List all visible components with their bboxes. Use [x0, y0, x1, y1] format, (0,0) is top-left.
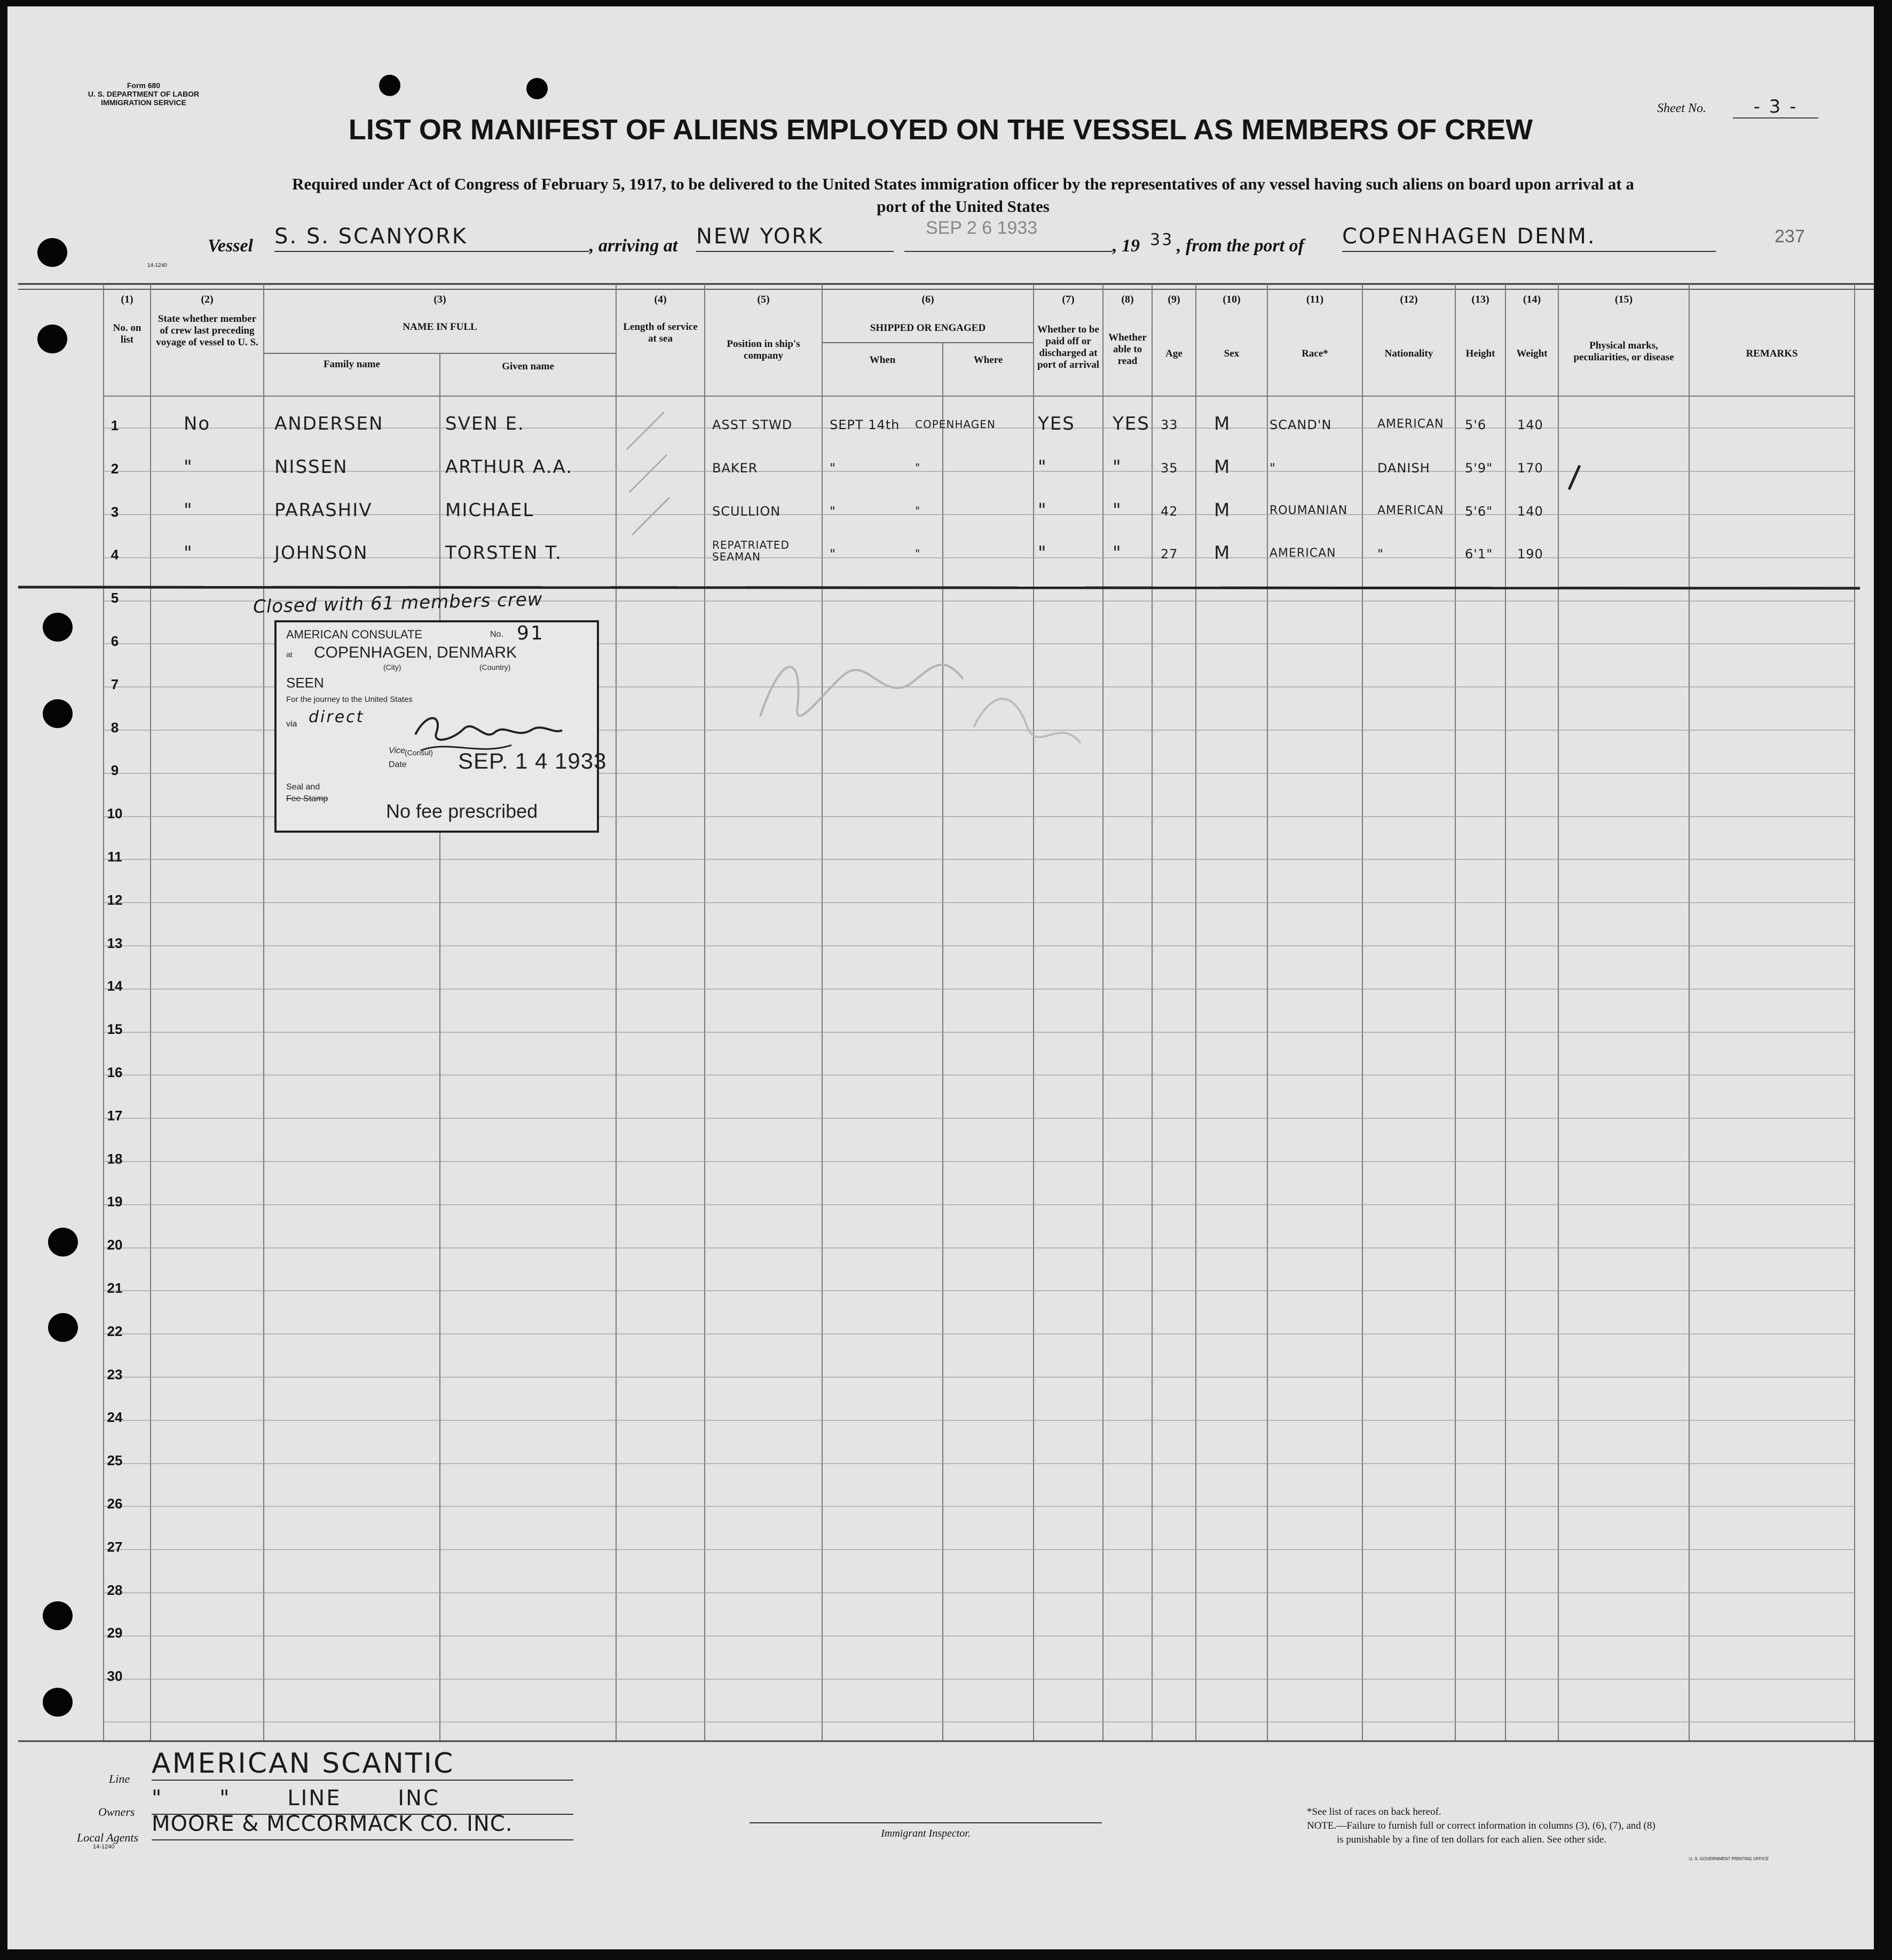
row-number: 10 — [107, 805, 123, 821]
cell-when: " — [830, 461, 837, 476]
cell-position: ASST STWD — [712, 417, 793, 432]
cell-race: AMERICAN — [1270, 547, 1336, 560]
row-number: 27 — [107, 1539, 123, 1555]
column-header: When — [869, 354, 896, 366]
footer-owners: " " LINE INC — [152, 1786, 573, 1815]
cell-position: SCULLION — [712, 504, 781, 519]
cell-weight: 190 — [1517, 547, 1543, 562]
punch-hole — [48, 1313, 78, 1342]
column-header: Physical marks, peculiarities, or disease — [1573, 340, 1674, 363]
stamp-journey: For the journey to the United States — [286, 695, 413, 704]
row-number: 25 — [107, 1452, 123, 1468]
cell-age: 27 — [1161, 547, 1178, 562]
closing-note: Closed with 61 members crew — [253, 588, 543, 618]
subtitle-line-2: port of the United States — [877, 197, 1050, 216]
cell-nationality: AMERICAN — [1377, 417, 1444, 431]
form-number: Form 680 — [127, 81, 161, 90]
punch-hole — [37, 325, 67, 353]
footer-agents-label: Local Agents — [77, 1831, 139, 1844]
stamp-at-label: at — [286, 650, 293, 659]
service-length-slash — [632, 497, 669, 535]
row-number: 19 — [107, 1194, 123, 1210]
inspector-signature-line — [750, 1822, 1102, 1823]
page-title: LIST OR MANIFEST OF ALIENS EMPLOYED ON THE VESSEL AS MEMBERS OF CREW — [348, 114, 1533, 146]
footer-note-1: *See list of races on back hereof. — [1307, 1806, 1441, 1817]
footer-line-label: Line — [109, 1772, 130, 1785]
vessel-name: S. S. SCANYORK — [274, 224, 589, 252]
stamp-fee: No fee prescribed — [386, 800, 538, 822]
cell-given: TORSTEN T. — [445, 542, 562, 564]
cell-read: " — [1113, 456, 1122, 478]
column-number: (14) — [1523, 294, 1541, 305]
inspector-label: Immigrant Inspector. — [881, 1828, 971, 1839]
column-header: Family name — [323, 359, 381, 370]
row-number: 8 — [111, 720, 119, 736]
cell-paid-off: " — [1038, 542, 1047, 564]
printer-imprint: U. S. GOVERNMENT PRINTING OFFICE — [1689, 1856, 1769, 1861]
cell-where: " — [915, 547, 921, 560]
column-header: No. on list — [113, 322, 141, 345]
cell-given: SVEN E. — [445, 413, 525, 434]
stamp-fee-label: Fee Stamp — [286, 794, 328, 803]
manifest-page — [7, 6, 1874, 1949]
from-label: , from the port of — [1177, 236, 1304, 256]
stamp-via: direct — [309, 708, 365, 726]
column-number: (11) — [1306, 294, 1324, 305]
cell-height: 5'9" — [1465, 461, 1493, 476]
cell-where: " — [915, 461, 921, 474]
stamp-date-label: Date — [389, 760, 407, 769]
row-number: 17 — [107, 1108, 123, 1124]
cell-prev: " — [184, 500, 193, 521]
cell-when: " — [830, 547, 837, 562]
row-number: 14 — [107, 978, 123, 994]
page-number: 237 — [1775, 226, 1805, 247]
punch-hole — [48, 1228, 78, 1256]
cell-family: NISSEN — [274, 456, 348, 478]
stamp-seal-label: Seal and — [286, 783, 320, 792]
cell-weight: 140 — [1517, 417, 1543, 432]
punch-hole — [43, 613, 73, 642]
column-number: (12) — [1400, 294, 1418, 305]
department: U. S. DEPARTMENT OF LABOR — [88, 90, 200, 98]
stamp-date: SEP. 1 4 1933 — [458, 748, 607, 773]
cell-weight: 140 — [1517, 504, 1543, 519]
column-number: (10) — [1223, 294, 1241, 305]
row-number: 16 — [107, 1064, 123, 1080]
cell-paid-off: " — [1038, 500, 1047, 521]
cell-given: ARTHUR A.A. — [445, 456, 573, 478]
cell-nationality: AMERICAN — [1377, 504, 1444, 517]
punch-hole — [379, 75, 400, 96]
column-header: Nationality — [1384, 348, 1433, 359]
stamp-country-label: (Country) — [479, 663, 511, 671]
row-number: 26 — [107, 1496, 123, 1512]
arriving-label: , arriving at — [589, 236, 678, 256]
footer-note-3: is punishable by a fine of ten dollars for each alien. See other side. — [1337, 1834, 1606, 1845]
column-number: (6) — [921, 294, 934, 305]
cell-weight: 170 — [1517, 461, 1543, 476]
arrival-date-stamp: SEP 2 6 1933 — [926, 218, 1038, 238]
stamp-city-country: COPENHAGEN, DENMARK — [314, 644, 517, 661]
row-number: 20 — [107, 1237, 123, 1253]
footer-note-2: NOTE.—Failure to furnish full or correct information in columns (3), (6), (7), and (8) — [1307, 1820, 1656, 1831]
punch-hole — [43, 1601, 73, 1630]
cell-prev: " — [184, 542, 193, 564]
row-number: 13 — [107, 935, 123, 951]
subtitle-line-1: Required under Act of Congress of February 5, 1917, to be delivered to the United States immigration officer by the representatives of any vessel having such aliens on board upon arrival at a — [292, 175, 1634, 193]
faint-signature — [750, 620, 1123, 780]
stamp-city-label: (City) — [383, 663, 401, 671]
column-number: (4) — [654, 294, 667, 305]
column-header: Whether to be paid off or discharged at port of arrival — [1037, 324, 1100, 370]
column-header: Position in ship's company — [727, 338, 800, 361]
cell-paid-off: " — [1038, 456, 1047, 478]
check-mark — [1569, 465, 1580, 489]
arrival-port: NEW YORK — [696, 224, 894, 252]
cell-age: 35 — [1161, 461, 1178, 476]
cell-position: REPATRIATED SEAMAN — [712, 539, 790, 563]
row-number: 22 — [107, 1323, 123, 1339]
row-number: 1 — [111, 417, 119, 433]
row-number: 9 — [111, 762, 119, 778]
row-number: 21 — [107, 1280, 123, 1296]
cell-age: 42 — [1161, 504, 1178, 519]
row-number: 23 — [107, 1366, 123, 1382]
stamp-seen: SEEN — [286, 675, 324, 691]
cell-height: 5'6 — [1465, 417, 1487, 432]
column-number: (2) — [201, 294, 214, 305]
stamp-via-label: via — [286, 720, 297, 729]
cell-read: " — [1113, 542, 1122, 564]
cell-family: PARASHIV — [274, 500, 373, 521]
row-number: 2 — [111, 461, 119, 477]
column-number: (15) — [1614, 294, 1633, 305]
service: IMMIGRATION SERVICE — [101, 98, 186, 107]
cell-where: " — [915, 504, 921, 517]
row-number: 5 — [111, 590, 119, 606]
punch-hole — [526, 78, 548, 99]
cell-nationality: " — [1377, 547, 1384, 562]
service-length-slash — [629, 455, 667, 492]
stamp-no-label: No. — [490, 630, 503, 639]
punch-hole — [43, 1688, 73, 1717]
row-number: 30 — [107, 1668, 123, 1684]
vessel-label: Vessel — [208, 236, 253, 256]
column-header: Sex — [1224, 348, 1240, 359]
column-header: State whether member of crew last preceding voyage of vessel to U. S. — [156, 313, 258, 348]
column-number: (8) — [1121, 294, 1134, 305]
column-number: (9) — [1168, 294, 1180, 305]
punch-hole — [43, 699, 73, 728]
column-header: SHIPPED OR ENGAGED — [870, 322, 986, 334]
cell-read: " — [1113, 500, 1122, 521]
year-prefix: , 19 — [1113, 236, 1140, 256]
column-header: Weight — [1516, 348, 1548, 359]
cell-age: 33 — [1161, 417, 1178, 432]
cell-read: YES — [1113, 413, 1150, 434]
cell-prev: " — [184, 456, 193, 478]
row-number: 28 — [107, 1582, 123, 1598]
sheet-label: Sheet No. — [1657, 101, 1706, 115]
cell-family: ANDERSEN — [274, 413, 384, 434]
cell-when: SEPT 14th — [830, 417, 900, 432]
cell-sex: M — [1214, 542, 1231, 564]
stamp-consul-label: (Consul) — [405, 748, 433, 757]
column-header: REMARKS — [1746, 348, 1798, 359]
cell-race: SCAND'N — [1270, 417, 1332, 432]
year-value: 33 — [1150, 231, 1174, 249]
cell-race: ROUMANIAN — [1270, 504, 1348, 517]
end-of-list-rule — [18, 585, 1860, 588]
form-code-bottom: 14-1240 — [93, 1844, 115, 1850]
form-header-block — [77, 81, 210, 107]
row-number: 12 — [107, 892, 123, 908]
cell-family: JOHNSON — [274, 542, 368, 564]
form-code-top: 14-1240 — [147, 263, 167, 268]
row-number: 6 — [111, 633, 119, 649]
departure-port: COPENHAGEN DENM. — [1342, 224, 1716, 252]
stamp-vice-label: Vice — [389, 746, 405, 755]
cell-sex: M — [1214, 456, 1231, 478]
cell-given: MICHAEL — [445, 500, 534, 521]
column-header: Age — [1165, 348, 1183, 359]
cell-height: 5'6" — [1465, 504, 1493, 519]
column-number: (1) — [121, 294, 133, 305]
sheet-number: - 3 - — [1733, 96, 1818, 118]
row-number: 29 — [107, 1625, 123, 1641]
row-number: 18 — [107, 1151, 123, 1167]
row-number: 7 — [111, 676, 119, 692]
cell-paid-off: YES — [1038, 413, 1075, 434]
cell-race: " — [1270, 461, 1276, 476]
cell-position: BAKER — [712, 461, 758, 476]
cell-prev: No — [184, 413, 211, 434]
cell-sex: M — [1214, 413, 1231, 434]
column-header: Race* — [1302, 348, 1328, 359]
column-header: Given name — [502, 361, 554, 372]
cell-sex: M — [1214, 500, 1231, 521]
column-header: NAME IN FULL — [403, 321, 477, 333]
column-header: Where — [973, 354, 1003, 366]
column-header: Whether able to read — [1108, 332, 1147, 367]
cell-nationality: DANISH — [1377, 461, 1430, 476]
column-number: (7) — [1062, 294, 1075, 305]
service-length-slash — [627, 412, 664, 449]
stamp-no: 91 — [517, 622, 545, 644]
column-header: Height — [1465, 348, 1495, 359]
cell-when: " — [830, 504, 837, 519]
cell-where: COPENHAGEN — [915, 418, 996, 431]
stamp-consulate: AMERICAN CONSULATE — [286, 628, 423, 641]
punch-hole — [37, 238, 67, 267]
column-number: (3) — [433, 294, 446, 305]
row-number: 4 — [111, 547, 119, 563]
row-number: 11 — [107, 849, 122, 865]
footer-agents: MOORE & MCCORMACK CO. INC. — [152, 1812, 573, 1840]
cell-height: 6'1" — [1465, 547, 1493, 562]
column-header: Length of service at sea — [623, 321, 698, 344]
consulate-stamp — [274, 620, 607, 833]
column-number: (5) — [757, 294, 770, 305]
footer-line: AMERICAN SCANTIC — [152, 1748, 573, 1781]
footer-owners-label: Owners — [98, 1805, 135, 1819]
row-number: 15 — [107, 1021, 123, 1037]
row-number: 24 — [107, 1409, 123, 1425]
column-number: (13) — [1471, 294, 1489, 305]
row-number: 3 — [111, 504, 119, 520]
